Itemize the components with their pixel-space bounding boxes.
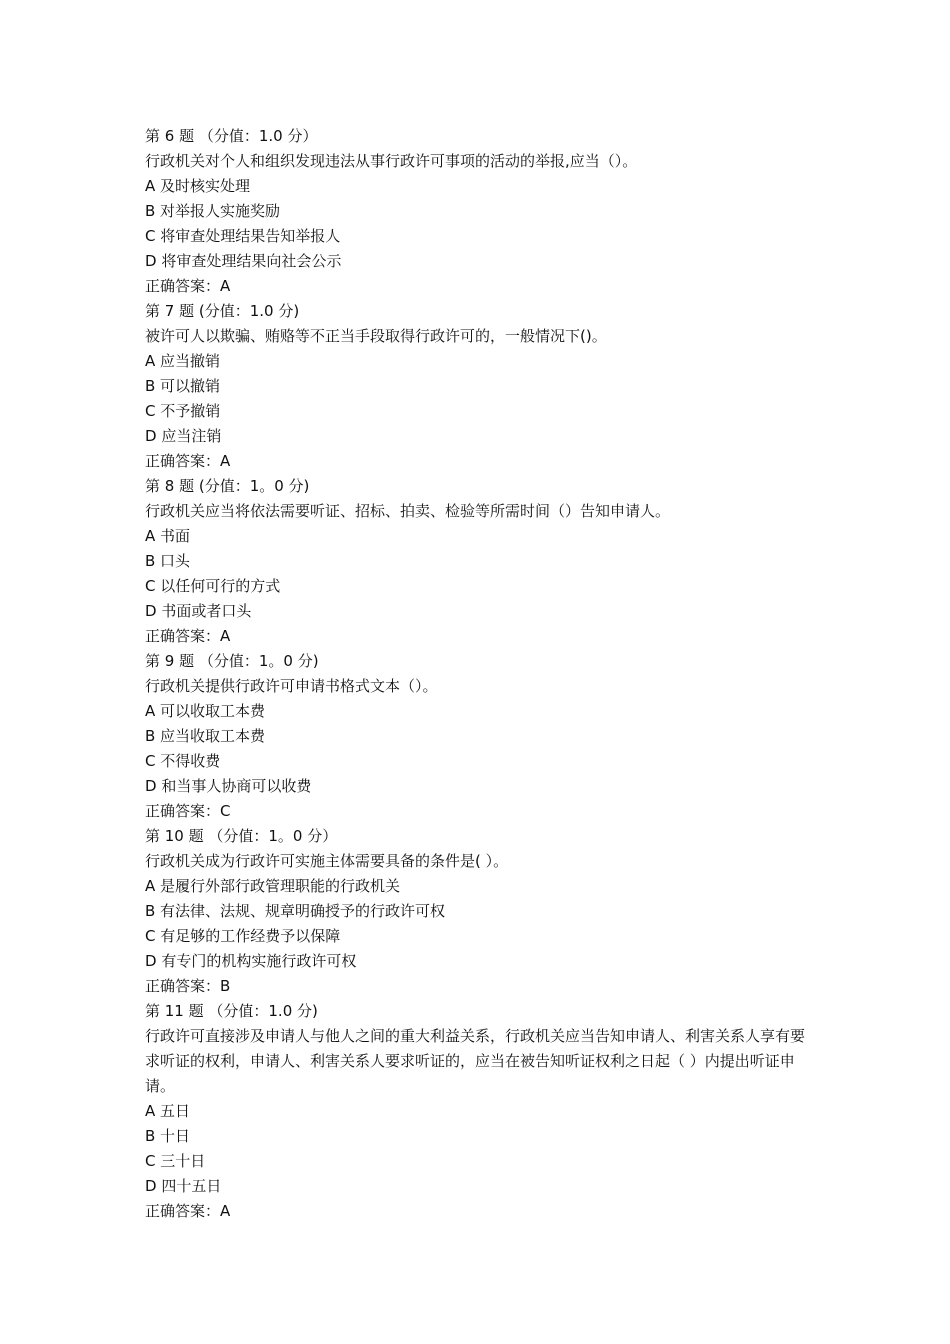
option-a: A 书面 [145, 527, 191, 545]
option-c: C 将审查处理结果告知举报人 [145, 227, 341, 245]
option-c: C 三十日 [145, 1152, 206, 1170]
question-9 [145, 649, 810, 824]
question-prompt: 行政机关提供行政许可申请书格式文本（）。 [145, 677, 438, 695]
option-a: A 是履行外部行政管理职能的行政机关 [145, 877, 401, 895]
option-c: C 不予撤销 [145, 402, 221, 420]
correct-answer: 正确答案：B [145, 977, 231, 995]
option-d: D 将审查处理结果向社会公示 [145, 252, 342, 270]
option-d: D 四十五日 [145, 1177, 222, 1195]
option-c: C 以任何可行的方式 [145, 577, 281, 595]
option-a: A 五日 [145, 1102, 191, 1120]
question-7 [145, 299, 810, 474]
question-header: 第 10 题 （分值：1。0 分） [145, 827, 338, 845]
question-prompt: 被许可人以欺骗、贿赂等不正当手段取得行政许可的，一般情况下()。 [145, 327, 607, 345]
option-c: C 有足够的工作经费予以保障 [145, 927, 341, 945]
correct-answer: 正确答案：A [145, 277, 231, 295]
option-b: B 十日 [145, 1127, 191, 1145]
question-header: 第 6 题 （分值：1.0 分） [145, 127, 318, 145]
question-11 [145, 999, 810, 1224]
option-d: D 应当注销 [145, 427, 222, 445]
option-d: D 和当事人协商可以收费 [145, 777, 312, 795]
option-b: B 口头 [145, 552, 191, 570]
question-prompt: 行政机关成为行政许可实施主体需要具备的条件是( ）。 [145, 852, 509, 870]
option-a: A 可以收取工本费 [145, 702, 266, 720]
document-page [145, 124, 810, 1224]
question-6 [145, 124, 810, 299]
question-header: 第 8 题 (分值：1。0 分) [145, 477, 310, 495]
option-c: C 不得收费 [145, 752, 221, 770]
question-10 [145, 824, 810, 999]
question-header: 第 7 题 (分值：1.0 分) [145, 302, 300, 320]
option-b: B 有法律、法规、规章明确授予的行政许可权 [145, 902, 446, 920]
option-b: B 可以撤销 [145, 377, 221, 395]
question-8 [145, 474, 810, 649]
question-header: 第 11 题 （分值：1.0 分) [145, 1002, 318, 1020]
question-prompt: 行政许可直接涉及申请人与他人之间的重大利益关系，行政机关应当告知申请人、利害关系人享有要求听证的权利，申请人、利害关系人要求听证的，应当在被告知听证权利之日起（ ）内提出听证申请。 [145, 1027, 806, 1095]
option-a: A 应当撤销 [145, 352, 221, 370]
question-header: 第 9 题 （分值：1。0 分) [145, 652, 319, 670]
correct-answer: 正确答案：A [145, 452, 231, 470]
question-prompt: 行政机关对个人和组织发现违法从事行政许可事项的活动的举报,应当（）。 [145, 152, 638, 170]
correct-answer: 正确答案：A [145, 1202, 231, 1220]
correct-answer: 正确答案：C [145, 802, 231, 820]
option-d: D 有专门的机构实施行政许可权 [145, 952, 357, 970]
option-d: D 书面或者口头 [145, 602, 252, 620]
option-b: B 应当收取工本费 [145, 727, 266, 745]
option-a: A 及时核实处理 [145, 177, 251, 195]
correct-answer: 正确答案：A [145, 627, 231, 645]
option-b: B 对举报人实施奖励 [145, 202, 281, 220]
question-prompt: 行政机关应当将依法需要听证、招标、拍卖、检验等所需时间（）告知申请人。 [145, 502, 671, 520]
